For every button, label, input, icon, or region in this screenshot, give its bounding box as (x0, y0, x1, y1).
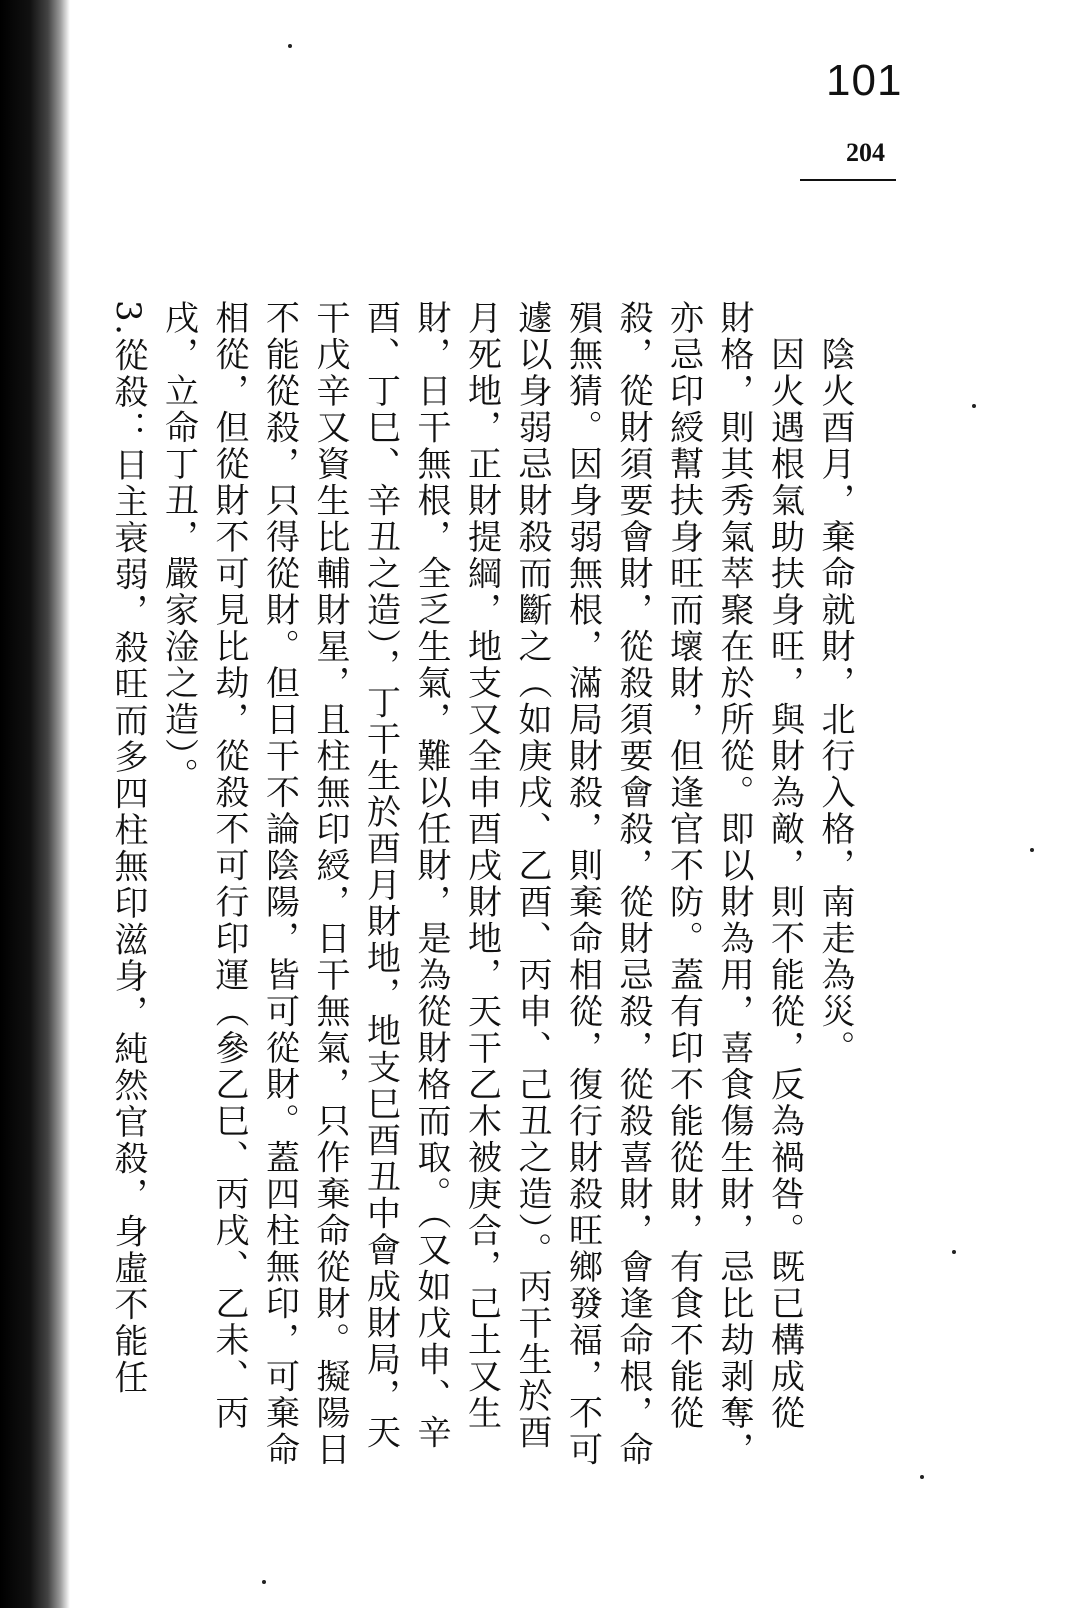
vertical-text-body (103, 300, 861, 1530)
text-column: 因火遇根氣助扶身旺，與財為敵，則不能從，反為禍咎。既已構成從 (764, 300, 805, 1432)
scan-speck (262, 1580, 266, 1584)
text-column: 月死地，正財提綱，地支又全申酉戌財地，天干乙木被庚合，己土又生 (461, 300, 502, 1432)
scan-speck (920, 1475, 924, 1479)
text-column: 戌，立命丁丑，嚴家淦之造）。 (158, 300, 199, 794)
text-column: 相從，但從財不可見比劫，從殺不可行印運（參乙巳、丙戌、乙未、丙 (209, 300, 249, 1432)
text-column: 遽以身弱忌財殺而斷之（如庚戌、乙酉、丙申、己丑之造）。丙干生於酉 (512, 300, 552, 1451)
text-column: 干戊辛又資生比輔財星，且柱無印綬，日干無氣，只作棄命從財。擬陽日 (310, 300, 350, 1468)
text-column: 亦忌印綬幫扶身旺而壞財，但逢官不防。蓋有印不能從財，有食不能從 (663, 300, 704, 1432)
original-page-number: 204 (846, 138, 885, 167)
text-column: 財，日干無根，全乏生氣，難以任財，是為從財格而取。（又如戊申、辛 (411, 300, 451, 1451)
scan-speck (1030, 848, 1034, 852)
scan-speck (288, 44, 292, 48)
text-column: 殺，從財須要會財，從殺須要會殺，從財忌殺，從殺喜財，會逢命根，命 (613, 300, 653, 1468)
text-column: 陰火酉月，棄命就財，北行入格，南走為災。 (815, 300, 855, 1067)
scan-speck (972, 404, 976, 408)
text-column: 財格，則其秀氣萃聚在於所從。即以財為用，喜食傷生財，忌比劫剥奪， (714, 300, 754, 1468)
text-column: 殞無猜。因身弱無根，滿局財殺，則棄命相從，復行財殺旺鄉發福，不可 (562, 300, 603, 1468)
scan-shadow-edge (0, 0, 70, 1608)
text-column: 酉、丁巳、辛丑之造），丁干生於酉月財地，地支巳酉丑中會成財局，天 (360, 300, 401, 1451)
text-column: 不能從殺，只得從財。但日干不論陰陽，皆可從財。蓋四柱無印，可棄命 (259, 300, 300, 1468)
page-number: 101 (826, 56, 903, 105)
section-heading-column: 3.從殺：日主衰弱，殺旺而多四柱無印滋身，純然官殺，身虛不能任 (108, 300, 148, 1396)
scan-speck (952, 1250, 956, 1254)
header-rule (800, 179, 896, 181)
